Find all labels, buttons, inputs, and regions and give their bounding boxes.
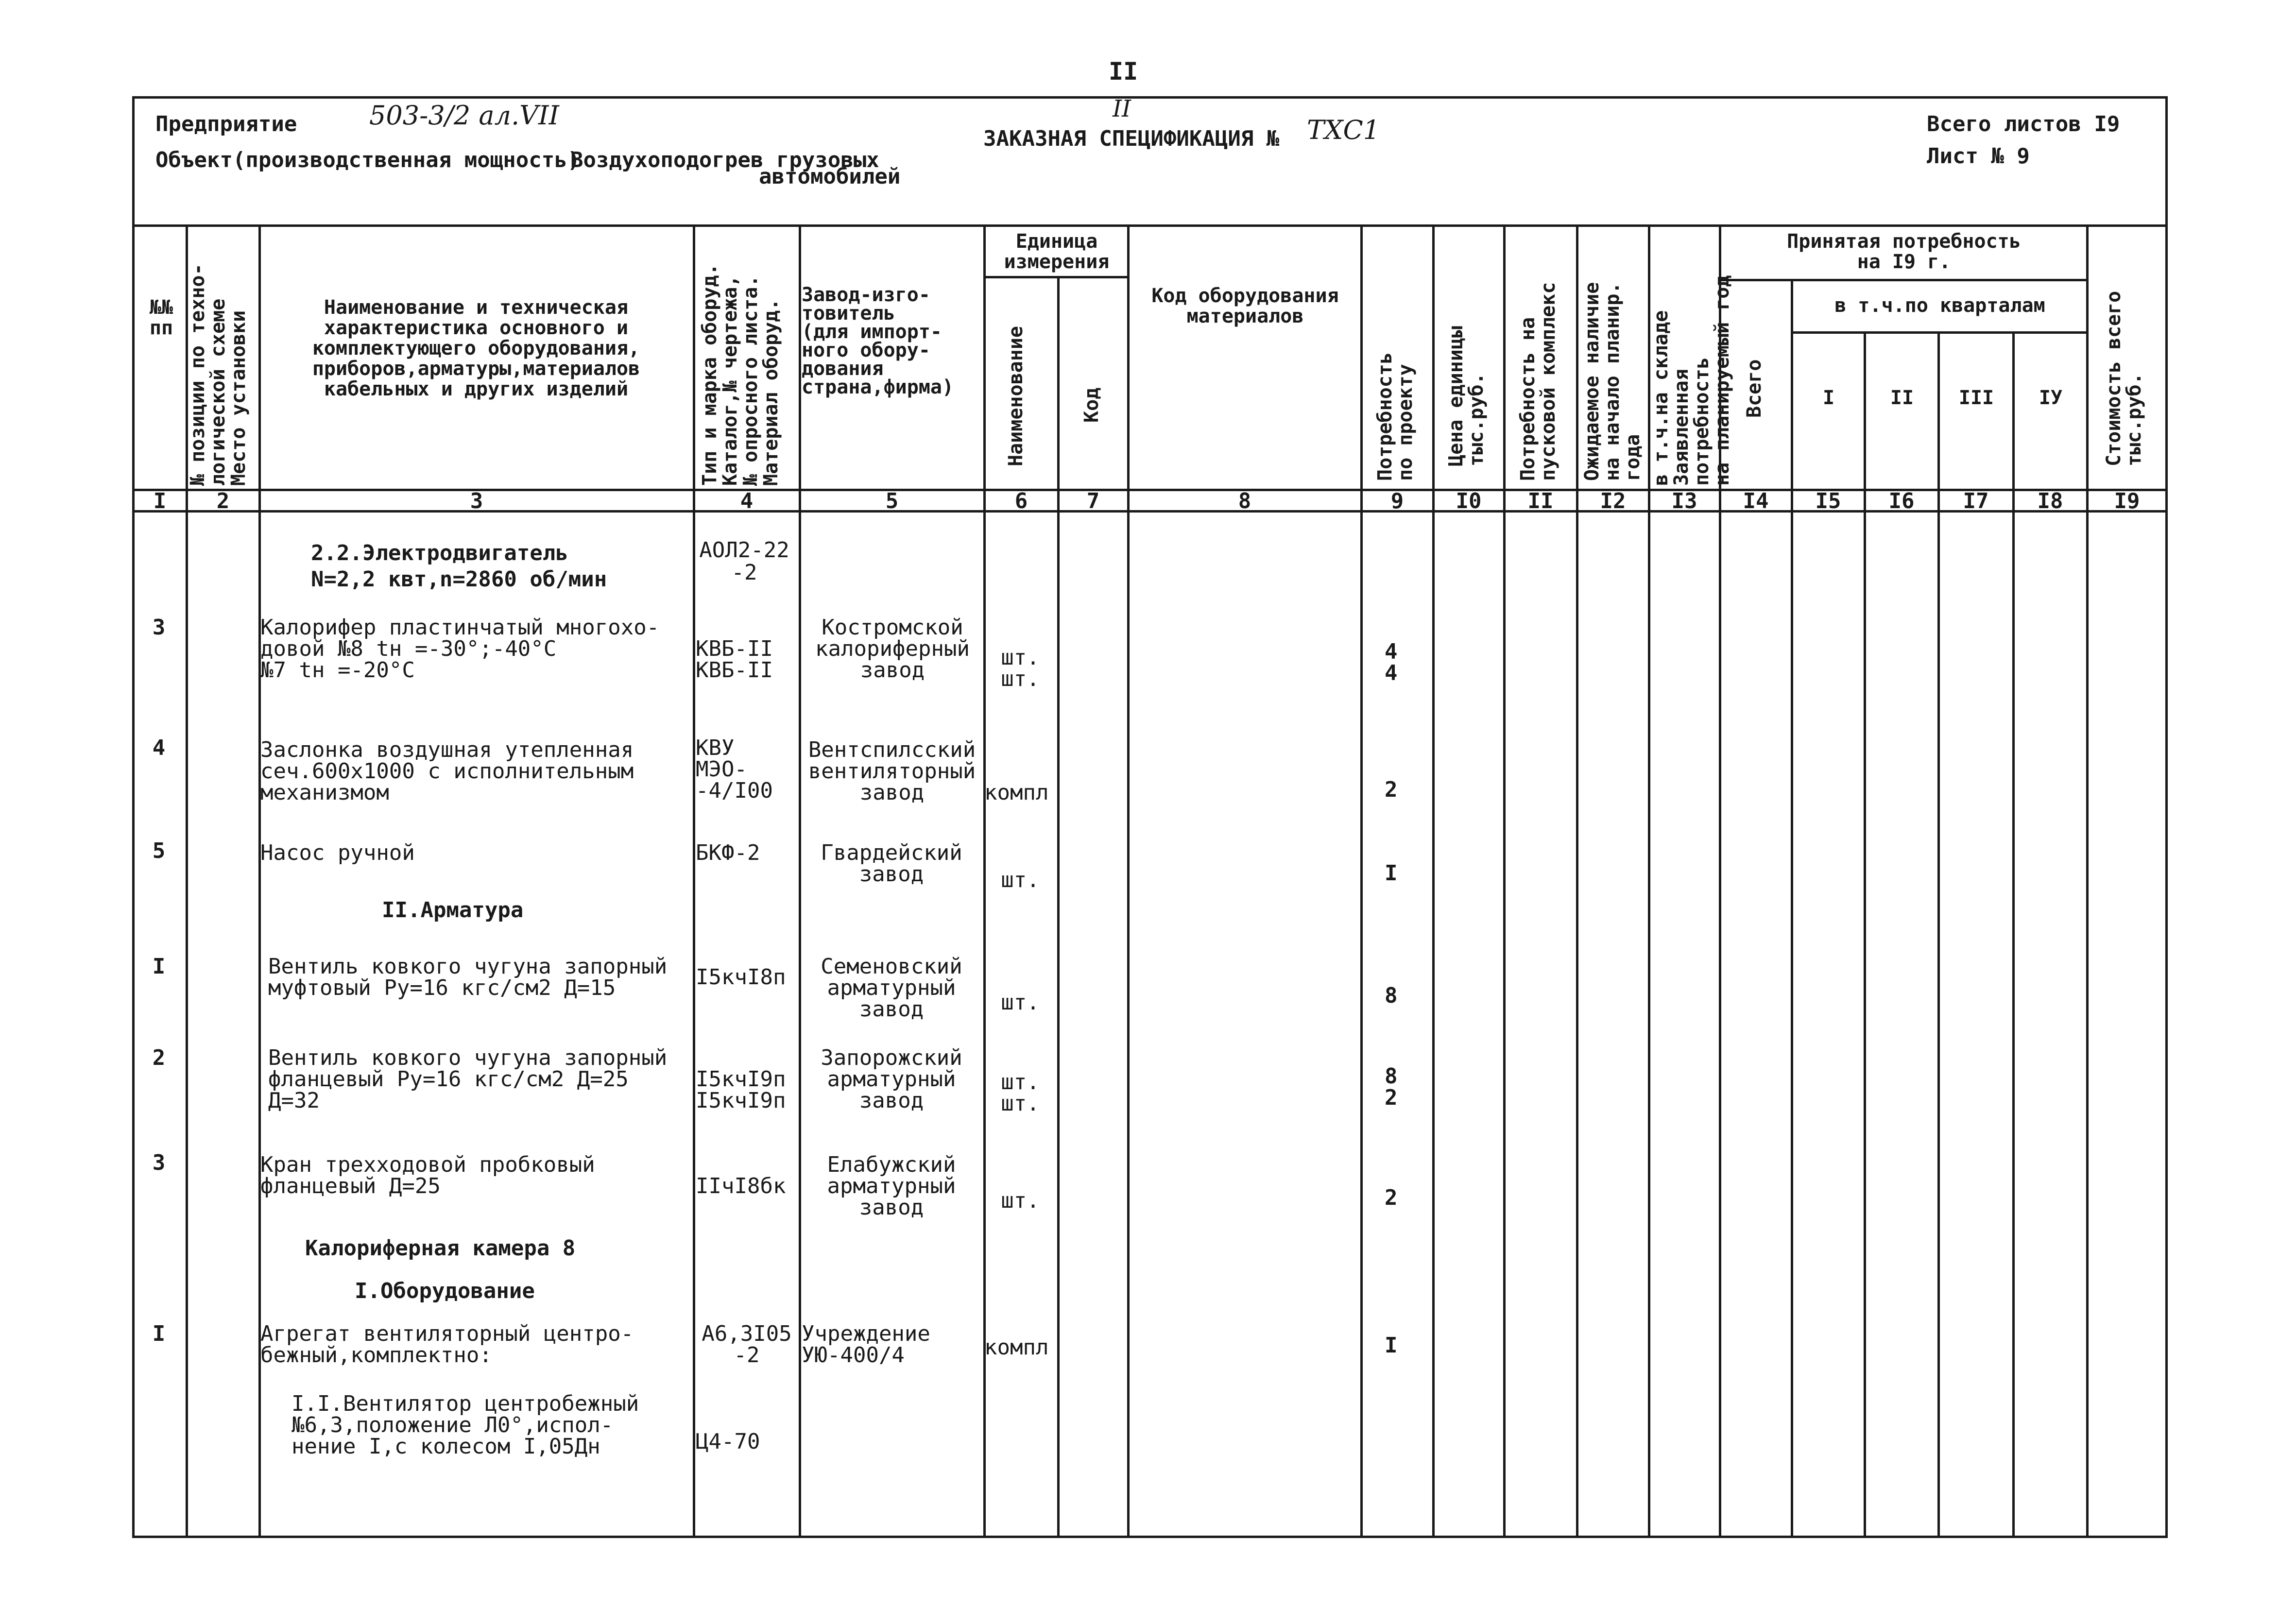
colnum-10: I0 [1456, 489, 1482, 513]
row-3-type: БКФ-2 [696, 840, 760, 865]
row-2-qty: 2 [1385, 777, 1398, 802]
colnum-16: I6 [1888, 489, 1915, 513]
col-line-18 [2086, 224, 2089, 1538]
quarter-2: II [1890, 387, 1914, 409]
row-5-name: Вентиль ковкого чугуна запорный муфтовый Ру=16 кгс/см2 Д=15 [268, 954, 668, 1000]
col-head-13: в т.ч.на складе Заявленная потребность на планируемый год [1650, 275, 1733, 486]
page-number: II [1109, 57, 1138, 86]
row-7-qty: 2 [1385, 1185, 1398, 1210]
colnum-15: I5 [1815, 489, 1841, 513]
row-3-name: Насос ручной [260, 840, 415, 865]
quarters-group: в т.ч.по кварталам [1834, 294, 2045, 317]
col-line-10 [1503, 224, 1506, 1538]
colnum-6: 6 [1014, 489, 1028, 513]
row-7-unit: шт. [1001, 1188, 1040, 1213]
col-line-14 [1791, 279, 1793, 1538]
col-head-19: Стоимость всего тыс.руб. [2103, 291, 2145, 466]
row-3-qty: I [1385, 861, 1398, 886]
sheet-number: Лист № 9 [1927, 144, 2030, 169]
col-line-9 [1432, 224, 1435, 1538]
row-1-unit: шт. шт. [1001, 645, 1040, 691]
col-head-5: Завод-изго- товитель (для импорт- ного обору- дования страна,фирма) [802, 284, 954, 398]
col-line-4 [799, 224, 801, 1538]
row-7-name: Кран трехходовой пробковый фланцевый Д=25 [260, 1152, 595, 1198]
col-head-2: № позиции по техно- логической схеме Место установки [187, 263, 250, 486]
quarter-4: IУ [2039, 387, 2063, 409]
colnum-18: I8 [2037, 489, 2063, 513]
colnum-17: I7 [1963, 489, 1989, 513]
col-head-9: Потребность по проекту [1374, 352, 1417, 481]
colnum-11: II [1527, 489, 1554, 513]
col-head-14: Всего [1743, 359, 1765, 418]
row-2-unit: компл [984, 780, 1049, 805]
col-head-10: Цена единицы тыс.руб. [1445, 326, 1488, 466]
col-line-3 [693, 224, 695, 1538]
row-1-qty: 4 4 [1385, 639, 1398, 685]
col-head-1: №№ пп [149, 296, 173, 339]
total-sheets: Всего листов I9 [1927, 112, 2120, 137]
row-8-section: Калориферная камера 8 [305, 1236, 576, 1261]
colnum-2: 2 [216, 489, 230, 513]
row-1-type: КВБ-II КВБ-II [696, 636, 773, 683]
col-line-8 [1360, 224, 1363, 1538]
row-1-no: 3 [152, 615, 166, 640]
col-head-11: Потребность на пусковой комплекс [1517, 282, 1559, 481]
colnum-3: 3 [470, 489, 483, 513]
quarter-1: I [1822, 387, 1835, 409]
row-4-section: II.Арматура [382, 898, 524, 923]
row-10-type: А6,3I05 -2 [702, 1321, 792, 1368]
colnum-5: 5 [885, 489, 899, 513]
row-0-type: АОЛ2-22 -2 [699, 538, 789, 585]
row-2-no: 4 [152, 736, 166, 760]
row-0-name: 2.2.Электродвигатель N=2,2 квт,n=2860 об/мин [311, 541, 607, 592]
colnum-19: I9 [2114, 489, 2140, 513]
enterprise-label: Предприятие [155, 112, 297, 137]
col-head-4: Тип и марка оборуд. Каталог,№ чертежа, № опросного листа. Материал оборуд. [699, 263, 782, 486]
row-6-maker: Запорожский арматурный завод [821, 1045, 962, 1113]
handwritten-sheet-number: II [1113, 95, 1131, 122]
col-head-3: Наименование и техническая характеристика основного и комплектующего оборудования, приборов,арматуры,материалов кабельных и других изделий [312, 296, 640, 400]
row-7-no: 3 [152, 1150, 166, 1175]
row-11-name: I.I.Вентилятор центробежный №6,3,положение Л0°,испол- нение I,с колесом I,05Дн [291, 1391, 639, 1459]
row-10-unit: компл [984, 1335, 1049, 1360]
header-divider [132, 224, 2168, 227]
row-5-unit: шт. [1001, 990, 1040, 1015]
colnum-13: I3 [1671, 489, 1697, 513]
row-2-name: Заслонка воздушная утепленная сеч.600х1000 с исполнительным механизмом [260, 737, 634, 805]
row-3-maker: Гвардейский завод [821, 840, 962, 887]
colnum-4: 4 [740, 489, 754, 513]
row-1-maker: Костромской калориферный завод [815, 615, 970, 683]
colnum-14: I4 [1743, 489, 1769, 513]
row-6-unit: шт. шт. [1001, 1070, 1040, 1116]
row-5-type: I5кчI8п [696, 965, 786, 990]
accepted-group-divider [1719, 279, 2086, 281]
object-label: Объект(производственная мощность) [155, 148, 581, 172]
row-2-type: КВУ МЭО- -4/I00 [696, 736, 773, 803]
col-line-6 [1057, 276, 1060, 1538]
row-7-type: IIчI8бк [696, 1174, 786, 1198]
row-3-unit: шт. [1001, 868, 1040, 892]
col-head-7: Код [1080, 387, 1103, 423]
col-line-11 [1576, 224, 1578, 1538]
row-10-maker: Учреждение УЮ-400/4 [802, 1321, 930, 1368]
row-2-maker: Вентспилсский вентиляторный завод [808, 737, 976, 805]
row-1-name: Калорифер пластинчатый многохо- довой №8 tн =-30°;-40°С №7 tн =-20°С [260, 615, 660, 683]
colnum-1: I [153, 489, 167, 513]
col-line-7 [1127, 224, 1130, 1538]
quarter-3: III [1958, 387, 1994, 409]
row-6-name: Вентиль ковкого чугуна запорный фланцевый Ру=16 кгс/см2 Д=25 Д=32 [268, 1045, 668, 1113]
col-head-14-group: Принятая потребность на I9 г. [1787, 230, 2021, 273]
colnum-9: 9 [1390, 489, 1404, 513]
unit-group-divider [983, 276, 1127, 278]
row-6-qty: 8 2 [1385, 1064, 1398, 1110]
row-9-section: I.Оборудование [355, 1279, 535, 1303]
row-5-maker: Семеновский арматурный завод [821, 954, 962, 1022]
col-head-6-group: Единица измерения [1004, 230, 1110, 273]
col-head-8: Код оборудования материалов [1151, 285, 1339, 327]
object-value-line1: Воздухоподогрев грузовых [570, 148, 879, 172]
row-11-type: Ц4-70 [696, 1429, 760, 1454]
row-5-no: I [152, 954, 166, 979]
col-head-12: Ожидаемое наличие на начало планир. года [1581, 282, 1644, 481]
object-value-line2: автомобилей [759, 164, 901, 189]
colnum-8: 8 [1238, 489, 1251, 513]
colnum-12: I2 [1600, 489, 1626, 513]
row-10-name: Агрегат вентиляторный центро- бежный,комплектно: [260, 1321, 634, 1368]
col-head-6: Наименование [1005, 326, 1027, 466]
enterprise-value: 503-3/2 ал.VII [369, 100, 559, 131]
row-10-qty: I [1385, 1333, 1398, 1358]
row-5-qty: 8 [1385, 983, 1398, 1008]
row-7-maker: Елабужский арматурный завод [827, 1152, 956, 1220]
row-10-no: I [152, 1321, 166, 1346]
row-6-type: I5кчI9п I5кчI9п [696, 1067, 786, 1113]
spec-number: ТХС1 [1307, 115, 1380, 145]
spec-title: ЗАКАЗНАЯ СПЕЦИФИКАЦИЯ № [983, 126, 1280, 151]
colnum-7: 7 [1086, 489, 1100, 513]
row-3-no: 5 [152, 838, 166, 863]
row-6-no: 2 [152, 1045, 166, 1070]
